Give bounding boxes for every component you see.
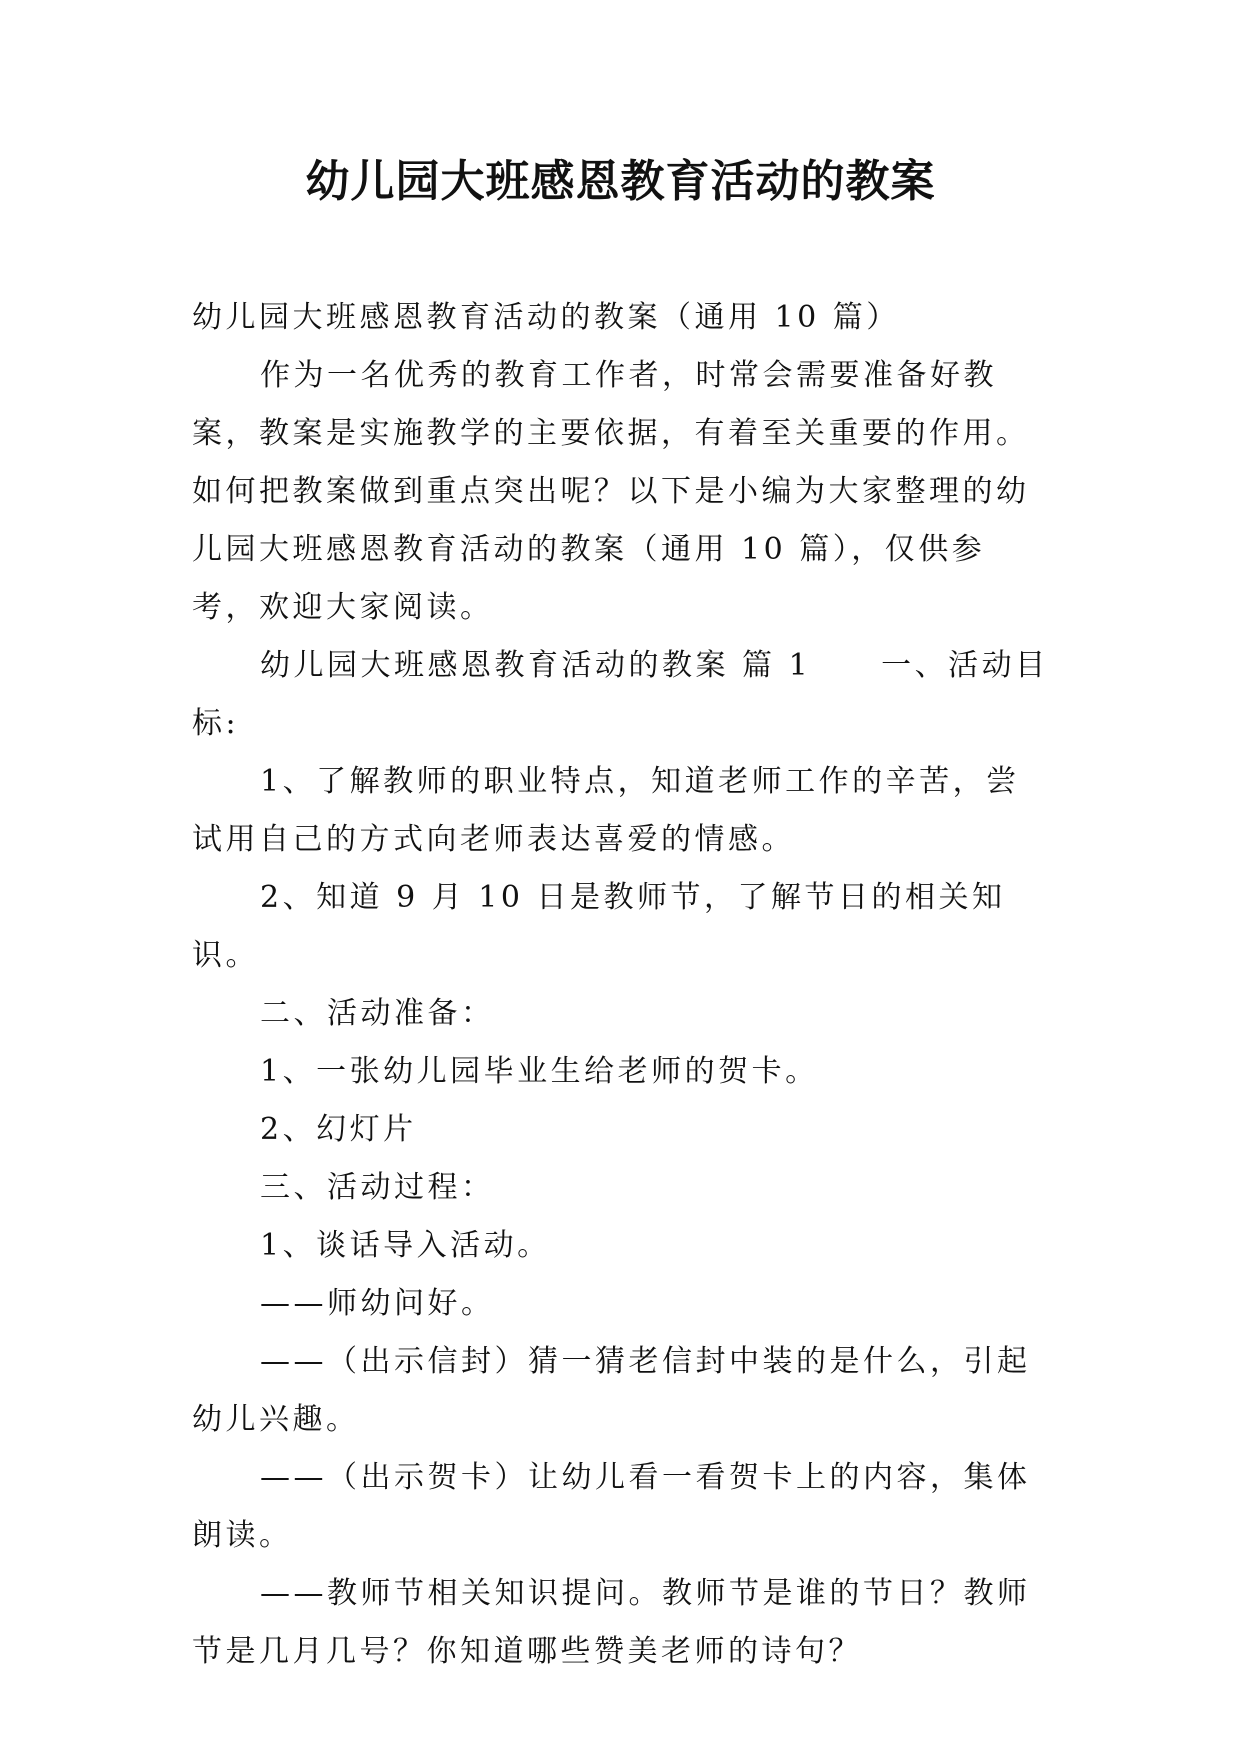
process-step-1: ——师幼问好。 <box>260 1286 495 1321</box>
section-heading-line <box>192 637 1052 753</box>
intro-paragraph: 作为一名优秀的教育工作者，时常会需要准备好教案，教案是实施教学的主要依据，有着至关重要的作用。如何把教案做到重点突出呢？以下是小编为大家整理的幼儿园大班感恩教育活动的教案（通用 10 篇），仅供参考，欢迎大家阅读。 <box>192 358 1030 625</box>
goal-item-2: 2、知道 9 月 10 日是教师节，了解节日的相关知识。 <box>192 880 1006 973</box>
section-heading: 幼儿园大班感恩教育活动的教案 篇 1 <box>260 648 812 683</box>
process-step-3: ——（出示贺卡）让幼儿看一看贺卡上的内容，集体朗读。 <box>192 1460 1031 1553</box>
process-item-1: 1、谈话导入活动。 <box>260 1228 551 1263</box>
prep-heading: 二、活动准备： <box>260 996 495 1031</box>
process-step-2: ——（出示信封）猜一猜老信封中装的是什么，引起幼儿兴趣。 <box>192 1344 1031 1437</box>
document-subtitle: 幼儿园大班感恩教育活动的教案（通用 10 篇） <box>192 300 900 335</box>
prep-item-2: 2、幻灯片 <box>260 1112 417 1147</box>
document-title: 幼儿园大班感恩教育活动的教案 <box>305 156 936 207</box>
process-step-4: ——教师节相关知识提问。教师节是谁的节日？教师节是几月几号？你知道哪些赞美老师的诗句？ <box>192 1576 1031 1669</box>
goal-item-1: 1、了解教师的职业特点，知道老师工作的辛苦，尝试用自己的方式向老师表达喜爱的情感。 <box>192 764 1020 857</box>
process-heading: 三、活动过程： <box>260 1170 495 1205</box>
document-body <box>192 289 1052 1681</box>
prep-item-1: 1、一张幼儿园毕业生给老师的贺卡。 <box>260 1054 819 1089</box>
goals-heading: 一、活动目标: <box>192 648 1049 741</box>
